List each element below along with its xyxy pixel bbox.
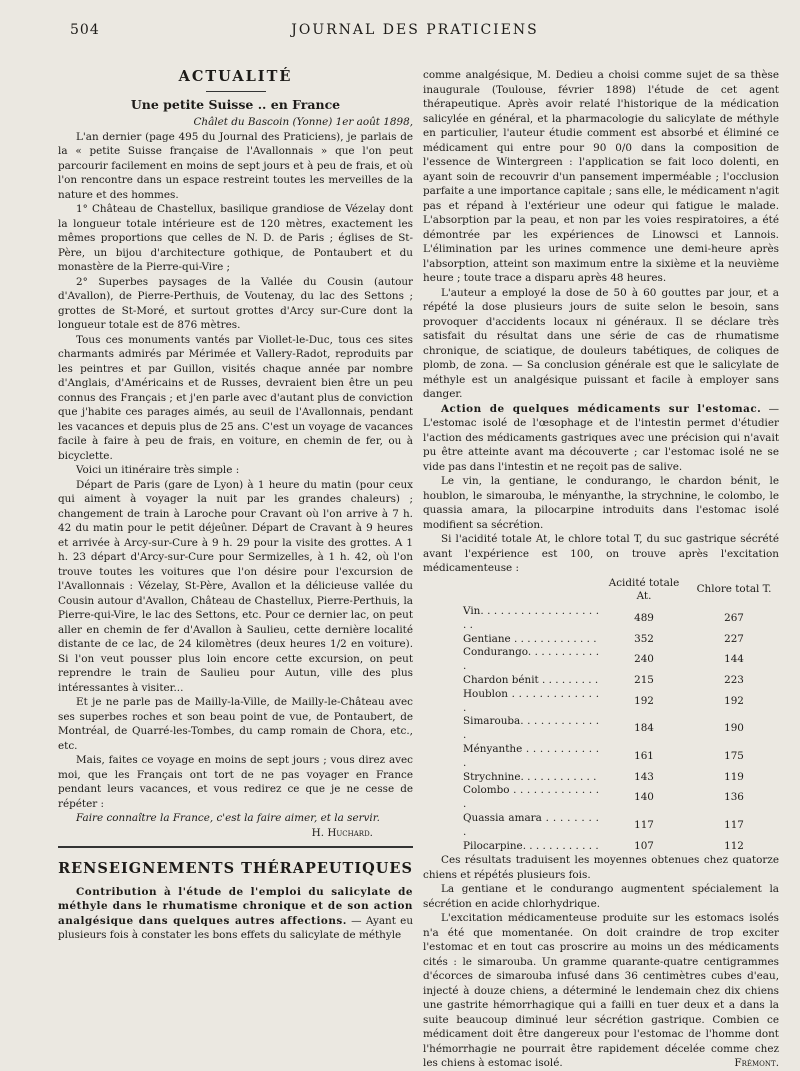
table-cell-acidity: 161 bbox=[634, 749, 654, 762]
page-header bbox=[70, 22, 760, 44]
section-divider bbox=[58, 846, 413, 848]
section-title-renseignements: RENSEIGNEMENTS THÉRAPEUTIQUES bbox=[58, 860, 413, 877]
paragraph: L'auteur a employé la dose de 50 à 60 gouttes par jour, et a répété la dose plusieurs jours de suite selon le besoin, sans provoquer d'accidents locaux ni généraux. Il se déclare très satisfait du résultat dans une série de cas de rhumatisme chronique, de sciatique, de douleurs tabétiques, de coliques de plomb, de zona. — Sa conclusion générale est que le salicylate de méthyle est un analgésique puissant et facile à employer sans danger. bbox=[423, 286, 779, 400]
table-cell-name: Strychnine. . . . . . . . . . . . bbox=[463, 770, 597, 783]
paragraph: 1° Château de Chastellux, basilique grandiose de Vézelay dont la longueur totale intérieure est de 120 mètres, exactement les mêmes proportions que celles de N. D. de Paris ; églises de St-Père, un bijou d'architecture gothique, de Pontaubert et du monastère de la Pierre-qui-Vire ; bbox=[58, 203, 413, 273]
paragraph: La gentiane et le condurango augmentent spécialement la sécrétion en acide chlorhydrique. bbox=[423, 883, 779, 910]
table-header-chlore: Chlore total T. bbox=[696, 583, 772, 596]
table-cell-chlore: 112 bbox=[724, 839, 744, 852]
table-row bbox=[423, 840, 779, 854]
table-row bbox=[423, 812, 779, 840]
title-rule bbox=[206, 91, 266, 92]
paragraph: Départ de Paris (gare de Lyon) à 1 heure du matin (pour ceux qui aiment à voyager la nuit par les grandes chaleurs) ; changement de train à Laroche pour Cravant où l'on arrive à 7 h. 42 du matin pour le petit déjeûner. Départ de Cravant à 9 heures et arrivée à Arcy-sur-Cure à 9 h. 29 pour la visite des grottes. A 1 h. 23 départ d'Arcy-sur-Cure pour Sermizelles, à 1 h. 42, où l'on trouve toutes les voitures que l'on désire pour l'excursion de l'Avallonnais : Vézelay, St-Père, Avallon et la délicieuse vallée du Cousin autour d'Avallon, Château de Chastellux, Pierre-Perthuis, la Pierre-qui-Vire, le lac des Settons, etc. Pour ce dernier lac, on peut aller en chemin de fer d'Avallon à Saulieu, cette dernière localité distante de ce lac, de 24 kilomètres (deux heures 1/2 en voiture). Si l'on veut pousser plus loin encore cette excursion, on peut reprendre le train de Saulieu pour Autun, ville des plus intéressantes à visiter... bbox=[58, 478, 413, 694]
table-cell-chlore: 175 bbox=[724, 749, 744, 762]
table-cell-name: Ményanthe . . . . . . . . . . . . bbox=[463, 743, 599, 769]
lead-text: — L'estomac isolé de l'œsophage et de l'intestin permet d'étudier l'action des médicaments gastriques avec une précision qui n'avait pu être atteinte avant ma découverte ; car l'estomac isolé ne se vide pas dans l'intestin et ne reçoit pas de salive. bbox=[423, 402, 779, 473]
paragraph: comme analgésique, M. Dedieu a choisi comme sujet de sa thèse inaugurale (Toulouse, février 1898) l'étude de cet agent thérapeutique. Après avoir relaté l'historique de la médication salicylée en général, et la pharmacologie du salicylate de méthyle en particulier, l'auteur étudie comment est absorbé et éliminé ce médicament qui entre pour 90 0/0 dans la composition de l'essence de Wintergreen : l'application se fait loco dolenti, en ayant soin de recouvrir d'un pansement imperméable ; l'occlusion parfaite a une importance capitale ; sans elle, le médicament n'agit pas et répand à l'extérieur une odeur qui fatigue le malade. L'absorption par la peau, et non par les voies respiratoires, a été démontrée par les expériences de Linowsci et Lannois. L'élimination par les urines commence une demi-heure après l'absorption, atteint son maximum entre la sixième et la neuvième heure ; toute trace a disparu après 48 heures. bbox=[423, 69, 779, 284]
table-cell-acidity: 352 bbox=[634, 632, 654, 645]
table-cell-chlore: 227 bbox=[724, 632, 744, 645]
paragraph bbox=[58, 885, 413, 943]
lead-heading: Action de quelques médicaments sur l'estomac. bbox=[441, 402, 762, 415]
table-cell-chlore: 144 bbox=[724, 653, 744, 666]
table-row bbox=[423, 646, 779, 674]
table-cell-chlore: 136 bbox=[724, 791, 744, 804]
paragraph: Le vin, la gentiane, le condurango, le chardon bénit, le houblon, le simarouba, le ményanthe, la strychnine, le colombo, le quassia amara, la pilocarpine introduits dans l'estomac isolé modifient sa sécrétion. bbox=[423, 475, 779, 531]
left-column bbox=[58, 68, 413, 943]
table-cell-chlore: 267 bbox=[724, 611, 744, 624]
table-cell-chlore: 117 bbox=[724, 818, 744, 831]
table-header-blank bbox=[423, 576, 599, 606]
paragraph: Mais, faites ce voyage en moins de sept jours ; vous direz avec moi, que les Français ont tort de ne pas voyager en France pendant leurs vacances, et vous redirez ce que je ne cesse de répéter : bbox=[58, 754, 413, 810]
table-cell-acidity: 140 bbox=[634, 791, 654, 804]
table-cell-name: Colombo . . . . . . . . . . . . . . bbox=[463, 784, 599, 811]
paragraph: Tous ces monuments vantés par Viollet-le-Duc, tous ces sites charmants admirés par Mérimée et Vallery-Radot, reproduits par les peintres et par Guillon, visités chaque année par nombre d'Anglais, d'Américains et de Russes, devraient bien être un peu connus des Français ; et j'en parle avec d'autant plus de conviction que j'habite ces parages aimés, au seuil de l'Avallonnais, pendant les vacances et depuis plus de 25 ans. C'est un voyage de vacances facile à faire à peu de frais, en voiture, en chemin de fer, ou à bicyclette. bbox=[58, 333, 413, 462]
table-cell-acidity: 117 bbox=[634, 818, 654, 831]
paragraph: 2° Superbes paysages de la Vallée du Cousin (autour d'Avallon), de Pierre-Perthuis, de Voutenay, du lac des Settons ; grottes de St-Moré, et surtout grottes d'Arcy sur-Cure dont la longueur totale est de 876 mètres. bbox=[58, 275, 413, 331]
paragraph: Et je ne parle pas de Mailly-la-Ville, de Mailly-le-Château avec ses superbes roches et son beau point de vue, de Pontaubert, de Montréal, de Quarré-les-Tombes, du camp romain de Chora, etc., etc. bbox=[58, 696, 413, 752]
table-row bbox=[423, 743, 779, 771]
table-cell-acidity: 489 bbox=[634, 611, 654, 624]
right-column bbox=[423, 68, 779, 1071]
table-cell-chlore: 223 bbox=[724, 674, 744, 687]
table-cell-chlore: 192 bbox=[724, 694, 744, 707]
page-number: 504 bbox=[70, 22, 100, 38]
paragraph bbox=[423, 402, 779, 475]
table-row bbox=[423, 784, 779, 812]
table-cell-chlore: 119 bbox=[724, 770, 744, 783]
lead-text: — Ayant eu plusieurs fois à constater les bons effets du salicylate de méthyle bbox=[58, 914, 414, 941]
table-row bbox=[423, 605, 779, 633]
signature-fremont: Frémont. bbox=[734, 1057, 779, 1070]
table-cell-acidity: 215 bbox=[634, 674, 654, 687]
signature-huchard: H. Huchard. bbox=[311, 826, 373, 839]
table-cell-name: Condurango. . . . . . . . . . . . bbox=[463, 646, 599, 673]
paragraph: Ces résultats traduisent les moyennes obtenues chez quatorze chiens et répétés plusieurs fois. bbox=[423, 854, 779, 881]
quote: Faire connaître la France, c'est la faire aimer, et la servir. bbox=[76, 812, 380, 824]
table-row bbox=[423, 688, 779, 716]
dateline: Châlet du Bascoin (Yonne) 1er août 1898, bbox=[193, 116, 413, 128]
lead-heading: Contribution à l'étude de l'emploi du salicylate de méthyle dans le rhumatisme chronique et de son action analgésique dans quelques autres affections. bbox=[58, 885, 413, 927]
table-cell-acidity: 107 bbox=[634, 839, 654, 852]
table-cell-name: Gentiane . . . . . . . . . . . . . bbox=[463, 632, 597, 645]
table-header-acidity: Acidité totale At. bbox=[608, 576, 680, 603]
paragraph: L'an dernier (page 495 du Journal des Praticiens), je parlais de la « petite Suisse française de l'Avallonnais » que l'on peut parcourir facilement en moins de sept jours et à peu de frais, et où l'on rencontre dans un espace restreint toutes les merveilles de la nature et des hommes. bbox=[58, 130, 413, 201]
table-row bbox=[423, 771, 779, 785]
article-title: Une petite Suisse .. en France bbox=[130, 96, 341, 112]
section-title-actualite: ACTUALITÉ bbox=[178, 68, 293, 85]
paragraph: L'excitation médicamenteuse produite sur les estomacs isolés n'a été que momentanée. On doit craindre de trop exciter l'estomac et en tout cas proscrire au moins un des médicaments cités : le simarouba. Un gramme quarante-quatre centigrammes d'écorces de simarouba infusé dans 36 centimètres cubes d'eau, injecté à douze chiens, a déterminé le lendemain chez dix chiens une gastrite hémorrhagique qui a failli en tuer deux et a dans la suite beaucoup diminué leur sécrétion gastrique. Combien ce médicament doit être dangereux pour l'estomac de l'homme dont l'hémorrhagie ne pourrait être rapidement décelée comme chez les chiens à estomac isolé. bbox=[423, 912, 779, 1070]
table-cell-name: Chardon bénit . . . . . . . . . bbox=[463, 674, 599, 687]
paragraph: Si l'acidité totale At, le chlore total T, du suc gastrique sécrété avant l'expérience est 100, on trouve après l'excitation médicamenteuse : bbox=[423, 533, 779, 574]
table-row bbox=[423, 633, 779, 647]
table-cell-acidity: 184 bbox=[634, 722, 654, 735]
table-cell-acidity: 143 bbox=[634, 770, 654, 783]
table-cell-name: Quassia amara . . . . . . . . . bbox=[463, 812, 599, 838]
table-cell-name: Vin. . . . . . . . . . . . . . . . . . . . bbox=[463, 605, 599, 631]
table-cell-name: Houblon . . . . . . . . . . . . . . bbox=[463, 687, 599, 714]
table-cell-name: Pilocarpine. . . . . . . . . . . . bbox=[463, 839, 599, 852]
table-cell-acidity: 240 bbox=[634, 653, 654, 666]
table-row bbox=[423, 715, 779, 743]
table-cell-name: Simarouba. . . . . . . . . . . . . bbox=[463, 715, 599, 742]
acidity-table bbox=[423, 576, 779, 854]
journal-title: JOURNAL DES PRATICIENS bbox=[291, 22, 539, 38]
table-row bbox=[423, 674, 779, 688]
paragraph: Voici un itinéraire très simple : bbox=[76, 464, 240, 476]
table-cell-chlore: 190 bbox=[724, 722, 744, 735]
table-header-row bbox=[423, 576, 779, 606]
table-cell-acidity: 192 bbox=[634, 694, 654, 707]
